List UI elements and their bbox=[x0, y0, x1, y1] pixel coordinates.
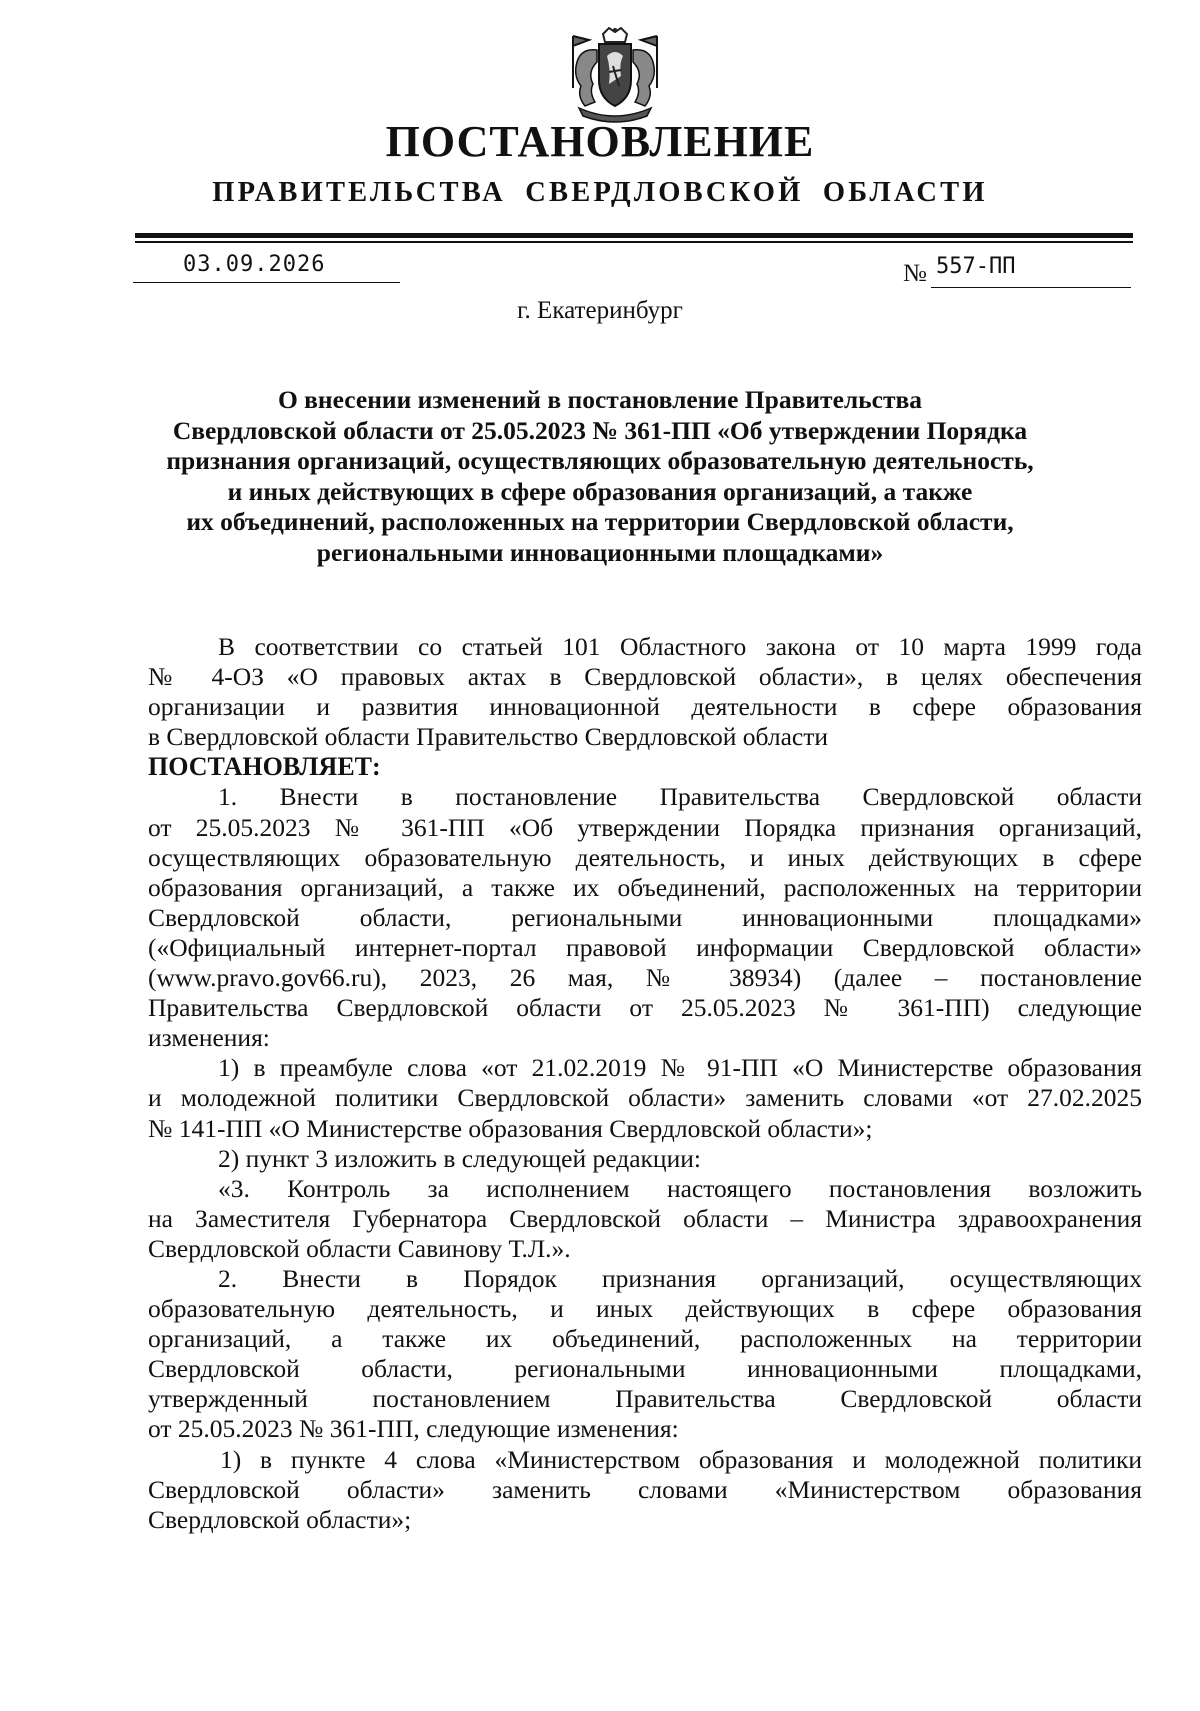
body-line: 1. Внести в постановление Правительства Свердловской области bbox=[218, 782, 1142, 812]
document-body bbox=[148, 632, 1142, 1535]
body-line: организаций, а также их объединений, расположенных на территории bbox=[148, 1324, 1142, 1354]
body-line: образовательную деятельность, и иных действующих в сфере образования bbox=[148, 1294, 1142, 1324]
document-number: 557-ПП bbox=[936, 254, 1016, 279]
body-line: от 25.05.2023 № 361-ПП «Об утверждении Порядка признания организаций, bbox=[148, 812, 1142, 842]
document-type-title: ПОСТАНОВЛЕНИЕ bbox=[385, 117, 815, 166]
body-line: («Официальный интернет-портал правовой информации Свердловской области» bbox=[148, 932, 1142, 962]
body-line: 1) в пункте 4 слова «Министерством образования и молодежной политики bbox=[220, 1444, 1142, 1474]
body-line: на Заместителя Губернатора Свердловской области – Министра здравоохранения bbox=[148, 1203, 1142, 1233]
header-divider-thin bbox=[135, 241, 1133, 243]
heading-line: О внесении изменений в постановление Правительства bbox=[277, 385, 923, 414]
body-line: 1) в преамбуле слова «от 21.02.2019 № 91-ПП «О Министерстве образования bbox=[218, 1053, 1142, 1083]
issuing-authority: ПРАВИТЕЛЬСТВА СВЕРДЛОВСКОЙ ОБЛАСТИ bbox=[212, 177, 988, 208]
heading-line: признания организаций, осуществляющих образовательную деятельность, bbox=[166, 446, 1034, 475]
body-line: и молодежной политики Свердловской области» заменить словами «от 27.02.2025 bbox=[148, 1083, 1142, 1113]
document-date: 03.09.2026 bbox=[183, 252, 326, 277]
body-line: 2. Внести в Порядок признания организаций, осуществляющих bbox=[218, 1263, 1142, 1293]
sverdlovsk-coat-of-arms-icon bbox=[559, 26, 671, 124]
body-line: 2) пункт 3 изложить в следующей редакции: bbox=[218, 1143, 701, 1173]
number-sign: № bbox=[903, 260, 927, 287]
body-line: № 141-ПП «О Министерстве образования Свердловской области»; bbox=[148, 1113, 873, 1143]
body-line: от 25.05.2023 № 361-ПП, следующие изменения: bbox=[148, 1414, 679, 1444]
body-line: В соответствии со статьей 101 Областного закона от 10 марта 1999 года bbox=[218, 632, 1142, 661]
body-line: утвержденный постановлением Правительства Свердловской области bbox=[148, 1384, 1142, 1414]
body-line: Свердловской области»; bbox=[148, 1504, 412, 1534]
body-line: (www.pravo.gov66.ru), 2023, 26 мая, № 38934) (далее – постановление bbox=[148, 963, 1142, 993]
body-line: организации и развития инновационной деятельности в сфере образования bbox=[148, 692, 1142, 722]
date-underline bbox=[133, 282, 400, 283]
body-line: Свердловской области, региональными инновационными площадками» bbox=[148, 902, 1142, 932]
body-line: № 4-ОЗ «О правовых актах в Свердловской области», в целях обеспечения bbox=[148, 662, 1142, 692]
resolves-keyword: ПОСТАНОВЛЯЕТ: bbox=[148, 752, 381, 782]
heading-line: Свердловской области от 25.05.2023 № 361-ПП «Об утверждении Порядка bbox=[172, 415, 1028, 445]
body-line: Свердловской области, региональными инновационными площадками, bbox=[148, 1354, 1142, 1384]
body-line: Свердловской области Савинову Т.Л.». bbox=[148, 1233, 571, 1263]
body-line: изменения: bbox=[148, 1023, 270, 1053]
body-line: в Свердловской области Правительство Свердловской области bbox=[148, 722, 829, 752]
body-line: Правительства Свердловской области от 25.05.2023 № 361-ПП) следующие bbox=[148, 993, 1142, 1023]
body-line: осуществляющих образовательную деятельность, и иных действующих в сфере bbox=[148, 842, 1142, 872]
issue-city: г. Екатеринбург bbox=[517, 297, 683, 324]
heading-line: региональными инновационными площадками» bbox=[316, 537, 884, 567]
body-line: Свердловской области» заменить словами «Министерством образования bbox=[148, 1474, 1142, 1504]
header-divider-thick bbox=[135, 233, 1133, 238]
document-heading bbox=[120, 385, 1080, 568]
heading-line: и иных действующих в сфере образования организаций, а также bbox=[227, 476, 973, 506]
number-underline bbox=[931, 287, 1131, 288]
body-line: «3. Контроль за исполнением настоящего постановления возложить bbox=[218, 1173, 1142, 1203]
heading-line: их объединений, расположенных на территории Свердловской области, bbox=[186, 507, 1014, 536]
body-line: образования организаций, а также их объединений, расположенных на территории bbox=[148, 872, 1142, 902]
